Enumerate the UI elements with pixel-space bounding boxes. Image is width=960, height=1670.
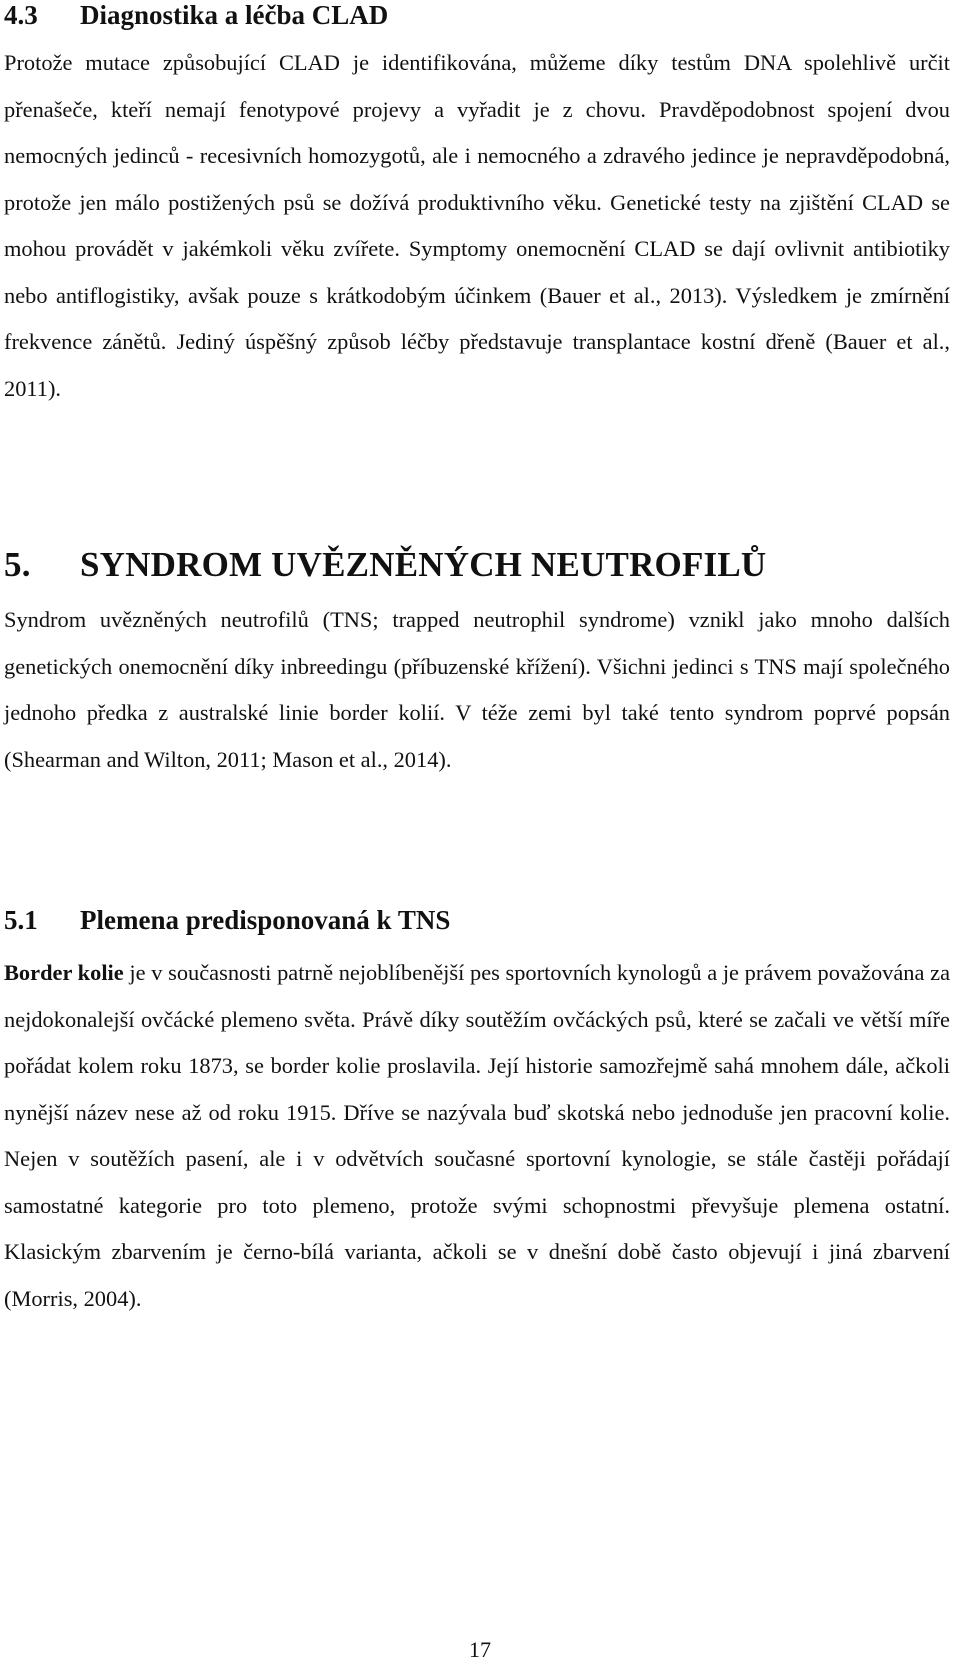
paragraph-border-collie (4, 950, 950, 1322)
section-number: 5.1 (4, 905, 38, 935)
section-title: Plemena predisponovaná k TNS (80, 905, 451, 935)
chapter-heading-5 (4, 545, 766, 585)
chapter-title: SYNDROM UVĚZNĚNÝCH NEUTROFILŮ (80, 545, 767, 584)
paragraph-diagnostics: Protože mutace způsobující CLAD je identifikována, můžeme díky testům DNA spolehlivě určit přenašeče, kteří nemají fenotypové projevy a vyřadit je z chovu. Pravděpodobnost spojení dvou nemocných jedinců - recesivních homozygotů, ale i nemocného a zdravého jedince je nepravděpodobná, protože jen málo postižených psů se dožívá produktivního věku. Genetické testy na zjištění CLAD se mohou provádět v jakémkoli věku zvířete. Symptomy onemocnění CLAD se dají ovlivnit antibiotiky nebo antiflogistiky, avšak pouze s krátkodobým účinkem (Bauer et al., 2013). Výsledkem je zmírnění frekvence zánětů. Jediný úspěšný způsob léčby představuje transplantace kostní dřeně (Bauer et al., 2011). (4, 50, 950, 401)
section-number: 4.3 (4, 0, 38, 30)
page-number: 17 (469, 1637, 491, 1662)
paragraph-border-collie-text: je v současnosti patrně nejoblíbenější pes sportovních kynologů a je právem považována za nejdokonalejší ovčácké plemeno světa. Právě díky soutěžím ovčáckých psů, které se začali ve větší míře pořádat kolem roku 1873, se border kolie proslavila. Její historie samozřejmě sahá mnohem dále, ačkoli nynější název nese až od roku 1915. Dříve se nazývala buď skotská nebo jednoduše jen pracovní kolie. Nejen v soutěžích pasení, ale i v odvětvích současné sportovní kynologie, se stále častěji pořádají samostatné kategorie pro toto plemeno, protože svými schopnostmi převyšuje plemena ostatní. Klasickým zbarvením je černo-bílá varianta, ačkoli se v dnešní době často objevují i jiná zbarvení (Morris, 2004). (4, 960, 951, 1311)
section-heading-4-3 (4, 0, 388, 31)
bold-term-border-kolie: Border kolie (4, 960, 124, 985)
chapter-number: 5. (4, 545, 31, 584)
paragraph-tns-intro: Syndrom uvězněných neutrofilů (TNS; trapped neutrophil syndrome) vznikl jako mnoho dalších genetických onemocnění díky inbreedingu (příbuzenské křížení). Všichni jedinci s TNS mají společného jednoho předka z australské linie border kolií. V téže zemi byl také tento syndrom poprvé popsán (Shearman and Wilton, 2011; Mason et al., 2014). (4, 607, 950, 772)
section-heading-5-1 (4, 905, 450, 936)
section-title: Diagnostika a léčba CLAD (80, 0, 389, 30)
